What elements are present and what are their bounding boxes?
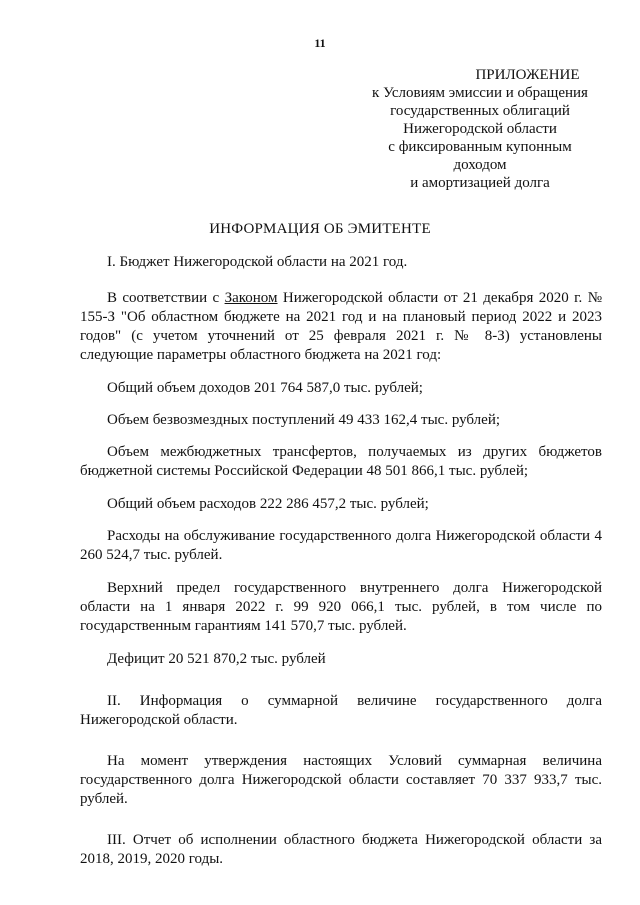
param-deficit: Дефицит 20 521 870,2 тыс. рублей bbox=[107, 651, 326, 667]
intro-text-end: Нижегородской области от 21 декабря 2020 г. № 155-З "Об областном бюджете на 2021 год и на плановый период 2022 и 2023 годов" (с учетом уточнений от 25 февраля 2021 г. № 8-З) установлены следующие параметры областного бюджета на 2021 год: bbox=[80, 290, 603, 363]
appendix-line: с фиксированным купонным bbox=[388, 139, 572, 155]
section-1-intro bbox=[80, 289, 602, 365]
section-2-text: На момент утверждения настоящих Условий суммарная величина государственного долга Нижегородской области составляет 70 337 933,7 тыс. рублей. bbox=[80, 753, 602, 807]
appendix-title: ПРИЛОЖЕНИЕ bbox=[475, 67, 580, 83]
param-gratuitous-receipts: Объем безвозмездных поступлений 49 433 162,4 тыс. рублей; bbox=[107, 412, 501, 428]
document-heading: ИНФОРМАЦИЯ ОБ ЭМИТЕНТЕ bbox=[209, 221, 431, 237]
param-total-expenses: Общий объем расходов 222 286 457,2 тыс. рублей; bbox=[107, 496, 429, 512]
appendix-line: к Условиям эмиссии и обращения bbox=[372, 85, 588, 101]
intro-text-start: В соответствии с bbox=[107, 290, 225, 306]
param-debt-upper-limit: Верхний предел государственного внутреннего долга Нижегородской области на 1 января 2022 г. 99 920 066,1 тыс. рублей, в том числе по государственным гарантиям 141 570,7 тыс. рублей. bbox=[80, 580, 602, 634]
appendix-line: государственных облигаций bbox=[390, 103, 570, 119]
param-debt-service: Расходы на обслуживание государственного долга Нижегородской области 4 260 524,7 тыс. рублей. bbox=[80, 528, 602, 563]
page-number: 11 bbox=[314, 36, 326, 50]
param-total-revenue: Общий объем доходов 201 764 587,0 тыс. рублей; bbox=[107, 380, 423, 396]
law-link[interactable]: Законом bbox=[224, 290, 278, 306]
section-1-title: I. Бюджет Нижегородской области на 2021 год. bbox=[107, 254, 408, 270]
section-3-title: III. Отчет об исполнении областного бюджета Нижегородской области за 2018, 2019, 2020 годы. bbox=[80, 832, 602, 867]
appendix-line: и амортизацией долга bbox=[410, 175, 550, 191]
section-2-title: II. Информация о суммарной величине государственного долга Нижегородской области. bbox=[80, 693, 602, 728]
document-body bbox=[80, 253, 602, 869]
appendix-line: Нижегородской области bbox=[403, 121, 557, 137]
appendix-line: доходом bbox=[453, 157, 507, 173]
appendix-block bbox=[355, 66, 605, 192]
param-interbudget-transfers: Объем межбюджетных трансфертов, получаемых из других бюджетов бюджетной системы Российской Федерации 48 501 866,1 тыс. рублей; bbox=[80, 444, 602, 479]
